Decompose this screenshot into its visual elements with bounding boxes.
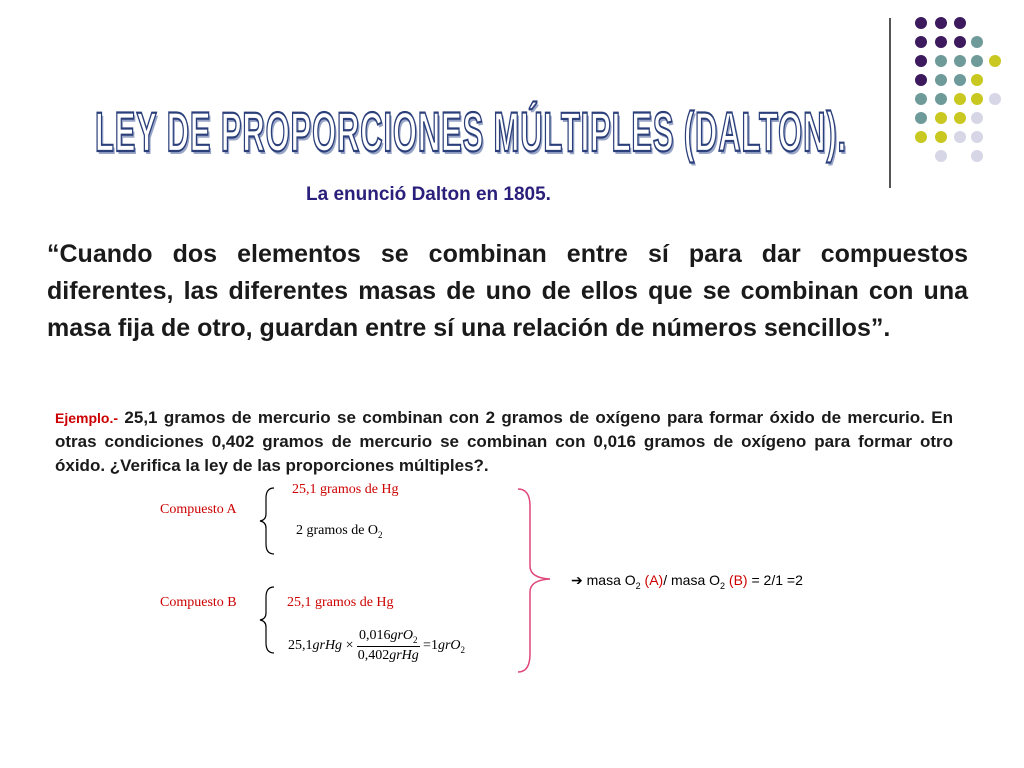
compound-a-mercury: 25,1 gramos de Hg [292, 482, 399, 497]
result-sub-b: 2 [720, 580, 726, 591]
dot [954, 131, 966, 143]
result-ratio: = 2/1 =2 [751, 572, 803, 588]
eq-left-unit: grHg [312, 638, 343, 654]
result-mass-a: masa O [586, 572, 636, 588]
decorative-dot-grid [905, 12, 1015, 172]
arrow-icon: ➔ [571, 572, 583, 588]
dot [989, 93, 1001, 105]
dot [954, 93, 966, 105]
dot [971, 131, 983, 143]
summary-brace-icon [514, 486, 554, 676]
compound-a-brace-icon [258, 486, 278, 556]
dot [954, 74, 966, 86]
fraction-numerator [357, 628, 420, 647]
dot [971, 93, 983, 105]
dot [954, 55, 966, 67]
denominator-unit: grHg [389, 647, 419, 663]
law-statement: “Cuando dos elementos se combinan entre sí para dar compuestos diferentes, las diferentes masas de uno de ellos que se combinan con una masa fija de otro, guardan entre sí una relación de números sencillos”. [47, 240, 968, 342]
result-mass-b: masa O [671, 572, 721, 588]
dot [935, 74, 947, 86]
oxygen-subscript: 2 [378, 529, 383, 540]
denominator-value: 0,402 [357, 647, 390, 663]
compound-b-equation [288, 628, 465, 664]
subtitle: La enunció Dalton en 1805. [306, 184, 551, 205]
dot [989, 55, 1001, 67]
title-container [95, 100, 885, 164]
fraction [357, 628, 420, 664]
compound-b-mercury: 25,1 gramos de Hg [287, 595, 394, 610]
dot [915, 17, 927, 29]
example-paragraph [55, 406, 953, 478]
example-text: 25,1 gramos de mercurio se combinan con 2 gramos de oxígeno para formar óxido de mercurio. En otras condiciones 0,402 gramos de mercurio se combinan con 0,016 gramos de oxígeno para formar otro óxido. ¿Verifica la ley de las proporciones múltiples?. [55, 408, 953, 475]
page-title: LEY DE PROPORCIONES MÚLTIPLES (DALTON). [95, 100, 847, 164]
compound-a-label: Compuesto A [160, 502, 237, 517]
dot [971, 150, 983, 162]
dot [971, 55, 983, 67]
dot [935, 17, 947, 29]
eq-right-unit: grO [437, 638, 461, 654]
vertical-divider [889, 18, 891, 188]
dot [915, 74, 927, 86]
oxygen-text: 2 gramos de O [296, 523, 379, 538]
compound-b-brace-icon [258, 585, 278, 655]
dot [971, 112, 983, 124]
numerator-subscript: 2 [413, 634, 418, 645]
eq-left-value: 25,1 [288, 638, 313, 654]
dot [971, 74, 983, 86]
result-sub-a: 2 [635, 580, 641, 591]
dot [935, 93, 947, 105]
dot [971, 36, 983, 48]
times-symbol: × [345, 638, 354, 654]
dot [915, 36, 927, 48]
dot [954, 17, 966, 29]
dot [915, 112, 927, 124]
dot [954, 112, 966, 124]
dot [915, 93, 927, 105]
result-slash: / [663, 572, 668, 588]
dot [915, 55, 927, 67]
equals-symbol: = [423, 638, 431, 654]
result-statement [571, 572, 803, 591]
fraction-denominator [357, 647, 420, 664]
numerator-unit: grO [390, 628, 414, 643]
dot [935, 112, 947, 124]
dot [935, 55, 947, 67]
dot [935, 36, 947, 48]
compound-b-label: Compuesto B [160, 595, 237, 610]
numerator-value: 0,016 [358, 628, 391, 643]
dot [954, 36, 966, 48]
eq-right-value: 1 [430, 638, 438, 654]
dot [935, 150, 947, 162]
eq-right-subscript: 2 [460, 644, 465, 655]
result-label-a: (A) [644, 572, 664, 588]
compound-a-oxygen [296, 523, 383, 540]
dot [935, 131, 947, 143]
example-label: Ejemplo.- [55, 410, 119, 426]
dot [915, 131, 927, 143]
result-label-b: (B) [728, 572, 748, 588]
